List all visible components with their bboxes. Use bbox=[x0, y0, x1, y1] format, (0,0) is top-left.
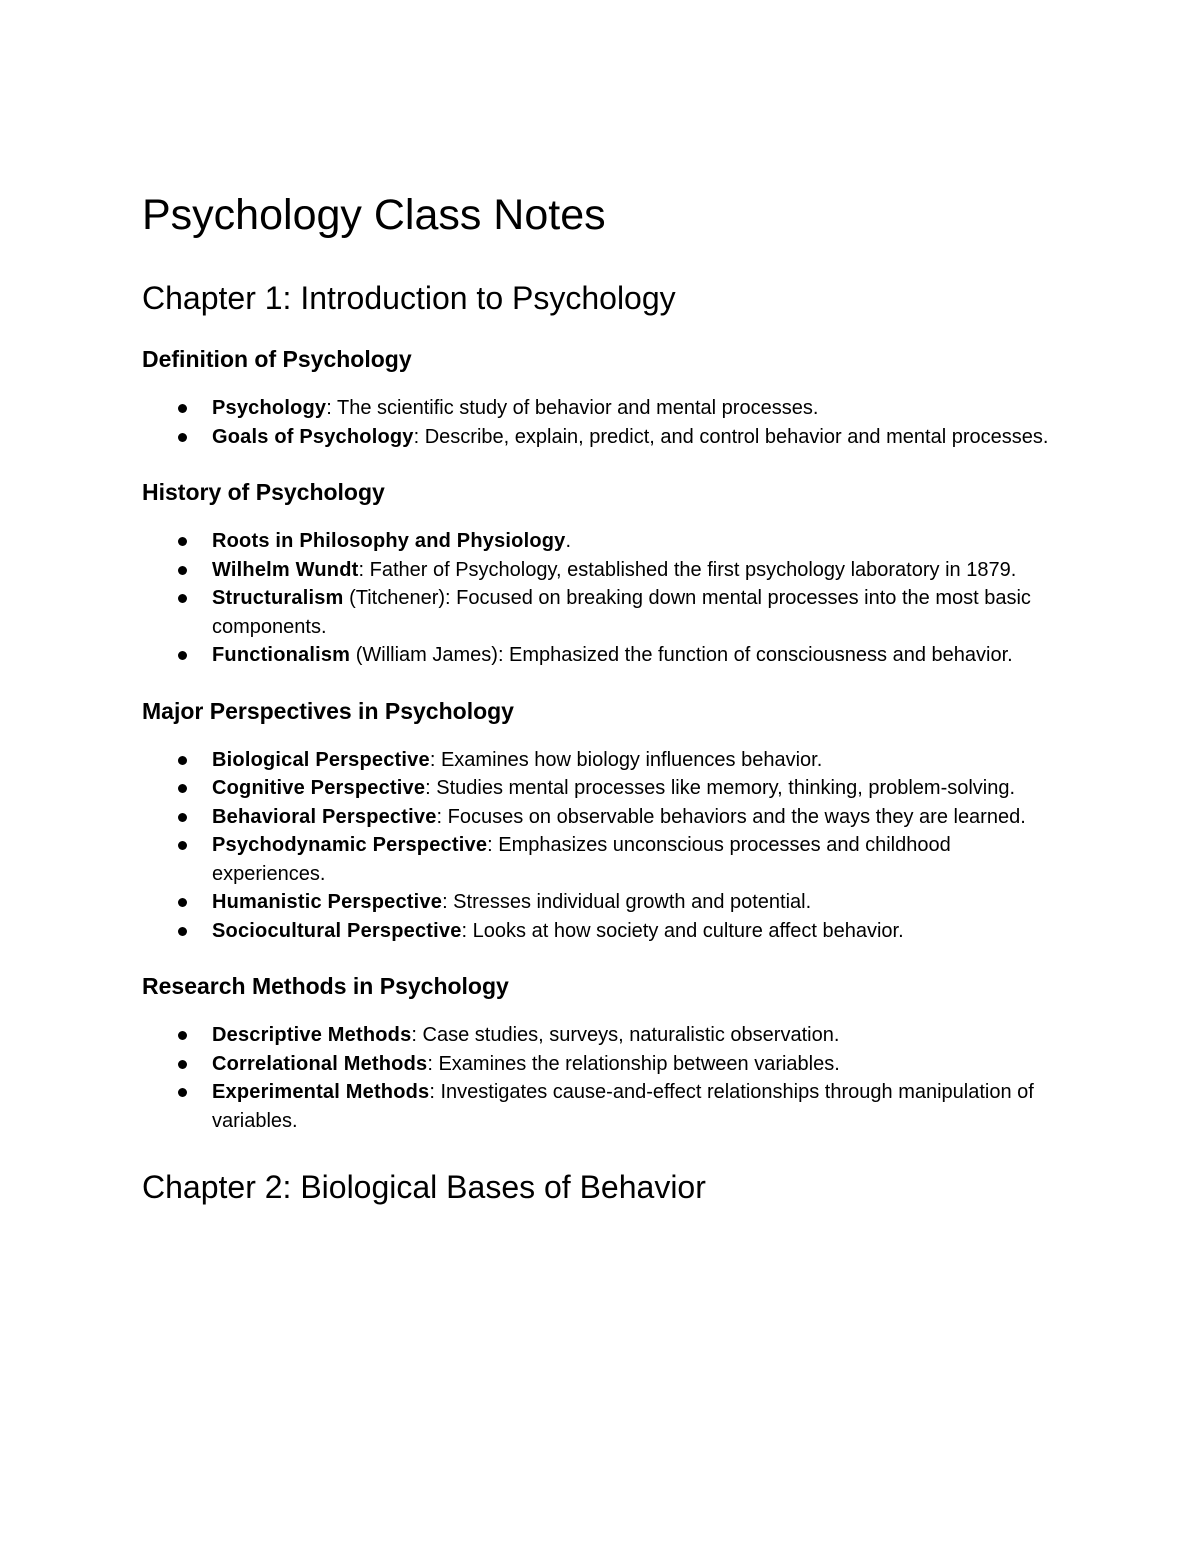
item-term: Experimental Methods bbox=[212, 1081, 430, 1103]
item-term: Sociocultural Perspective bbox=[212, 919, 462, 942]
section-heading-definition: Definition of Psychology bbox=[142, 346, 412, 372]
bullet-icon bbox=[178, 1060, 187, 1069]
list-item bbox=[142, 1050, 1050, 1079]
item-term: Structuralism bbox=[212, 587, 344, 609]
bullet-icon bbox=[178, 1031, 187, 1040]
item-term: Goals of Psychology bbox=[212, 425, 414, 448]
bullet-icon bbox=[178, 927, 187, 936]
item-text: (Titchener): Focused on breaking down mental processes into the most basic components. bbox=[212, 587, 1031, 638]
bullet-icon bbox=[178, 651, 187, 660]
list-item bbox=[142, 1078, 1050, 1135]
list-item bbox=[142, 584, 1050, 641]
item-text: : The scientific study of behavior and mental processes. bbox=[326, 397, 819, 419]
bullet-icon bbox=[178, 433, 187, 442]
section-heading-history: History of Psychology bbox=[142, 479, 385, 505]
perspectives-list bbox=[142, 746, 1050, 946]
list-item bbox=[142, 394, 1050, 423]
bullet-icon bbox=[178, 594, 187, 603]
item-term: Descriptive Methods bbox=[212, 1024, 412, 1046]
item-term: Wilhelm Wundt bbox=[212, 558, 359, 581]
item-term: Functionalism bbox=[212, 644, 351, 666]
bullet-icon bbox=[178, 537, 187, 546]
list-item bbox=[142, 917, 1050, 946]
section-heading-perspectives: Major Perspectives in Psychology bbox=[142, 697, 514, 724]
item-text: : Studies mental processes like memory, thinking, problem-solving. bbox=[425, 777, 1016, 799]
item-text: : Looks at how society and culture affect behavior. bbox=[461, 919, 904, 942]
list-item bbox=[142, 803, 1050, 832]
list-item bbox=[142, 746, 1050, 775]
list-item bbox=[142, 556, 1050, 585]
list-item bbox=[142, 888, 1050, 917]
item-text: . bbox=[565, 530, 572, 552]
chapter-1-heading: Chapter 1: Introduction to Psychology bbox=[142, 280, 676, 316]
definition-list bbox=[142, 394, 1050, 451]
item-term: Roots in Philosophy and Physiology bbox=[212, 530, 566, 552]
item-term: Behavioral Perspective bbox=[212, 805, 437, 828]
list-item bbox=[142, 1021, 1050, 1050]
item-text: : Investigates cause-and-effect relationships through manipulation of variables. bbox=[212, 1081, 1034, 1132]
item-text: : Describe, explain, predict, and control behavior and mental processes. bbox=[413, 425, 1049, 448]
bullet-icon bbox=[178, 841, 187, 850]
document-title: Psychology Class Notes bbox=[142, 191, 606, 239]
history-list bbox=[142, 527, 1050, 670]
item-term: Humanistic Perspective bbox=[212, 891, 443, 913]
item-term: Cognitive Perspective bbox=[212, 777, 426, 799]
item-text: (William James): Emphasized the function of consciousness and behavior. bbox=[350, 644, 1013, 666]
section-heading-research-methods: Research Methods in Psychology bbox=[142, 973, 509, 999]
bullet-icon bbox=[178, 404, 187, 413]
bullet-icon bbox=[178, 1088, 187, 1097]
bullet-icon bbox=[178, 566, 187, 575]
list-item bbox=[142, 641, 1050, 670]
bullet-icon bbox=[178, 898, 187, 907]
item-term: Correlational Methods bbox=[212, 1052, 428, 1075]
list-item bbox=[142, 423, 1050, 452]
item-text: : Father of Psychology, established the first psychology laboratory in 1879. bbox=[358, 558, 1017, 581]
bullet-icon bbox=[178, 756, 187, 765]
list-item bbox=[142, 774, 1050, 803]
bullet-icon bbox=[178, 784, 187, 793]
chapter-2-heading: Chapter 2: Biological Bases of Behavior bbox=[142, 1169, 706, 1205]
item-text: : Stresses individual growth and potential. bbox=[442, 891, 812, 913]
list-item bbox=[142, 831, 1050, 888]
item-term: Biological Perspective bbox=[212, 748, 430, 771]
item-text: : Examines how biology influences behavior. bbox=[429, 748, 823, 771]
item-text: : Examines the relationship between variables. bbox=[427, 1052, 840, 1075]
item-text: : Case studies, surveys, naturalistic observation. bbox=[411, 1024, 840, 1046]
item-term: Psychology bbox=[212, 397, 327, 419]
item-term: Psychodynamic Perspective bbox=[212, 834, 488, 856]
list-item bbox=[142, 527, 1050, 556]
bullet-icon bbox=[178, 813, 187, 822]
research-methods-list bbox=[142, 1021, 1050, 1135]
item-text: : Focuses on observable behaviors and the ways they are learned. bbox=[436, 805, 1026, 828]
item-text: : Emphasizes unconscious processes and childhood experiences. bbox=[212, 834, 951, 885]
